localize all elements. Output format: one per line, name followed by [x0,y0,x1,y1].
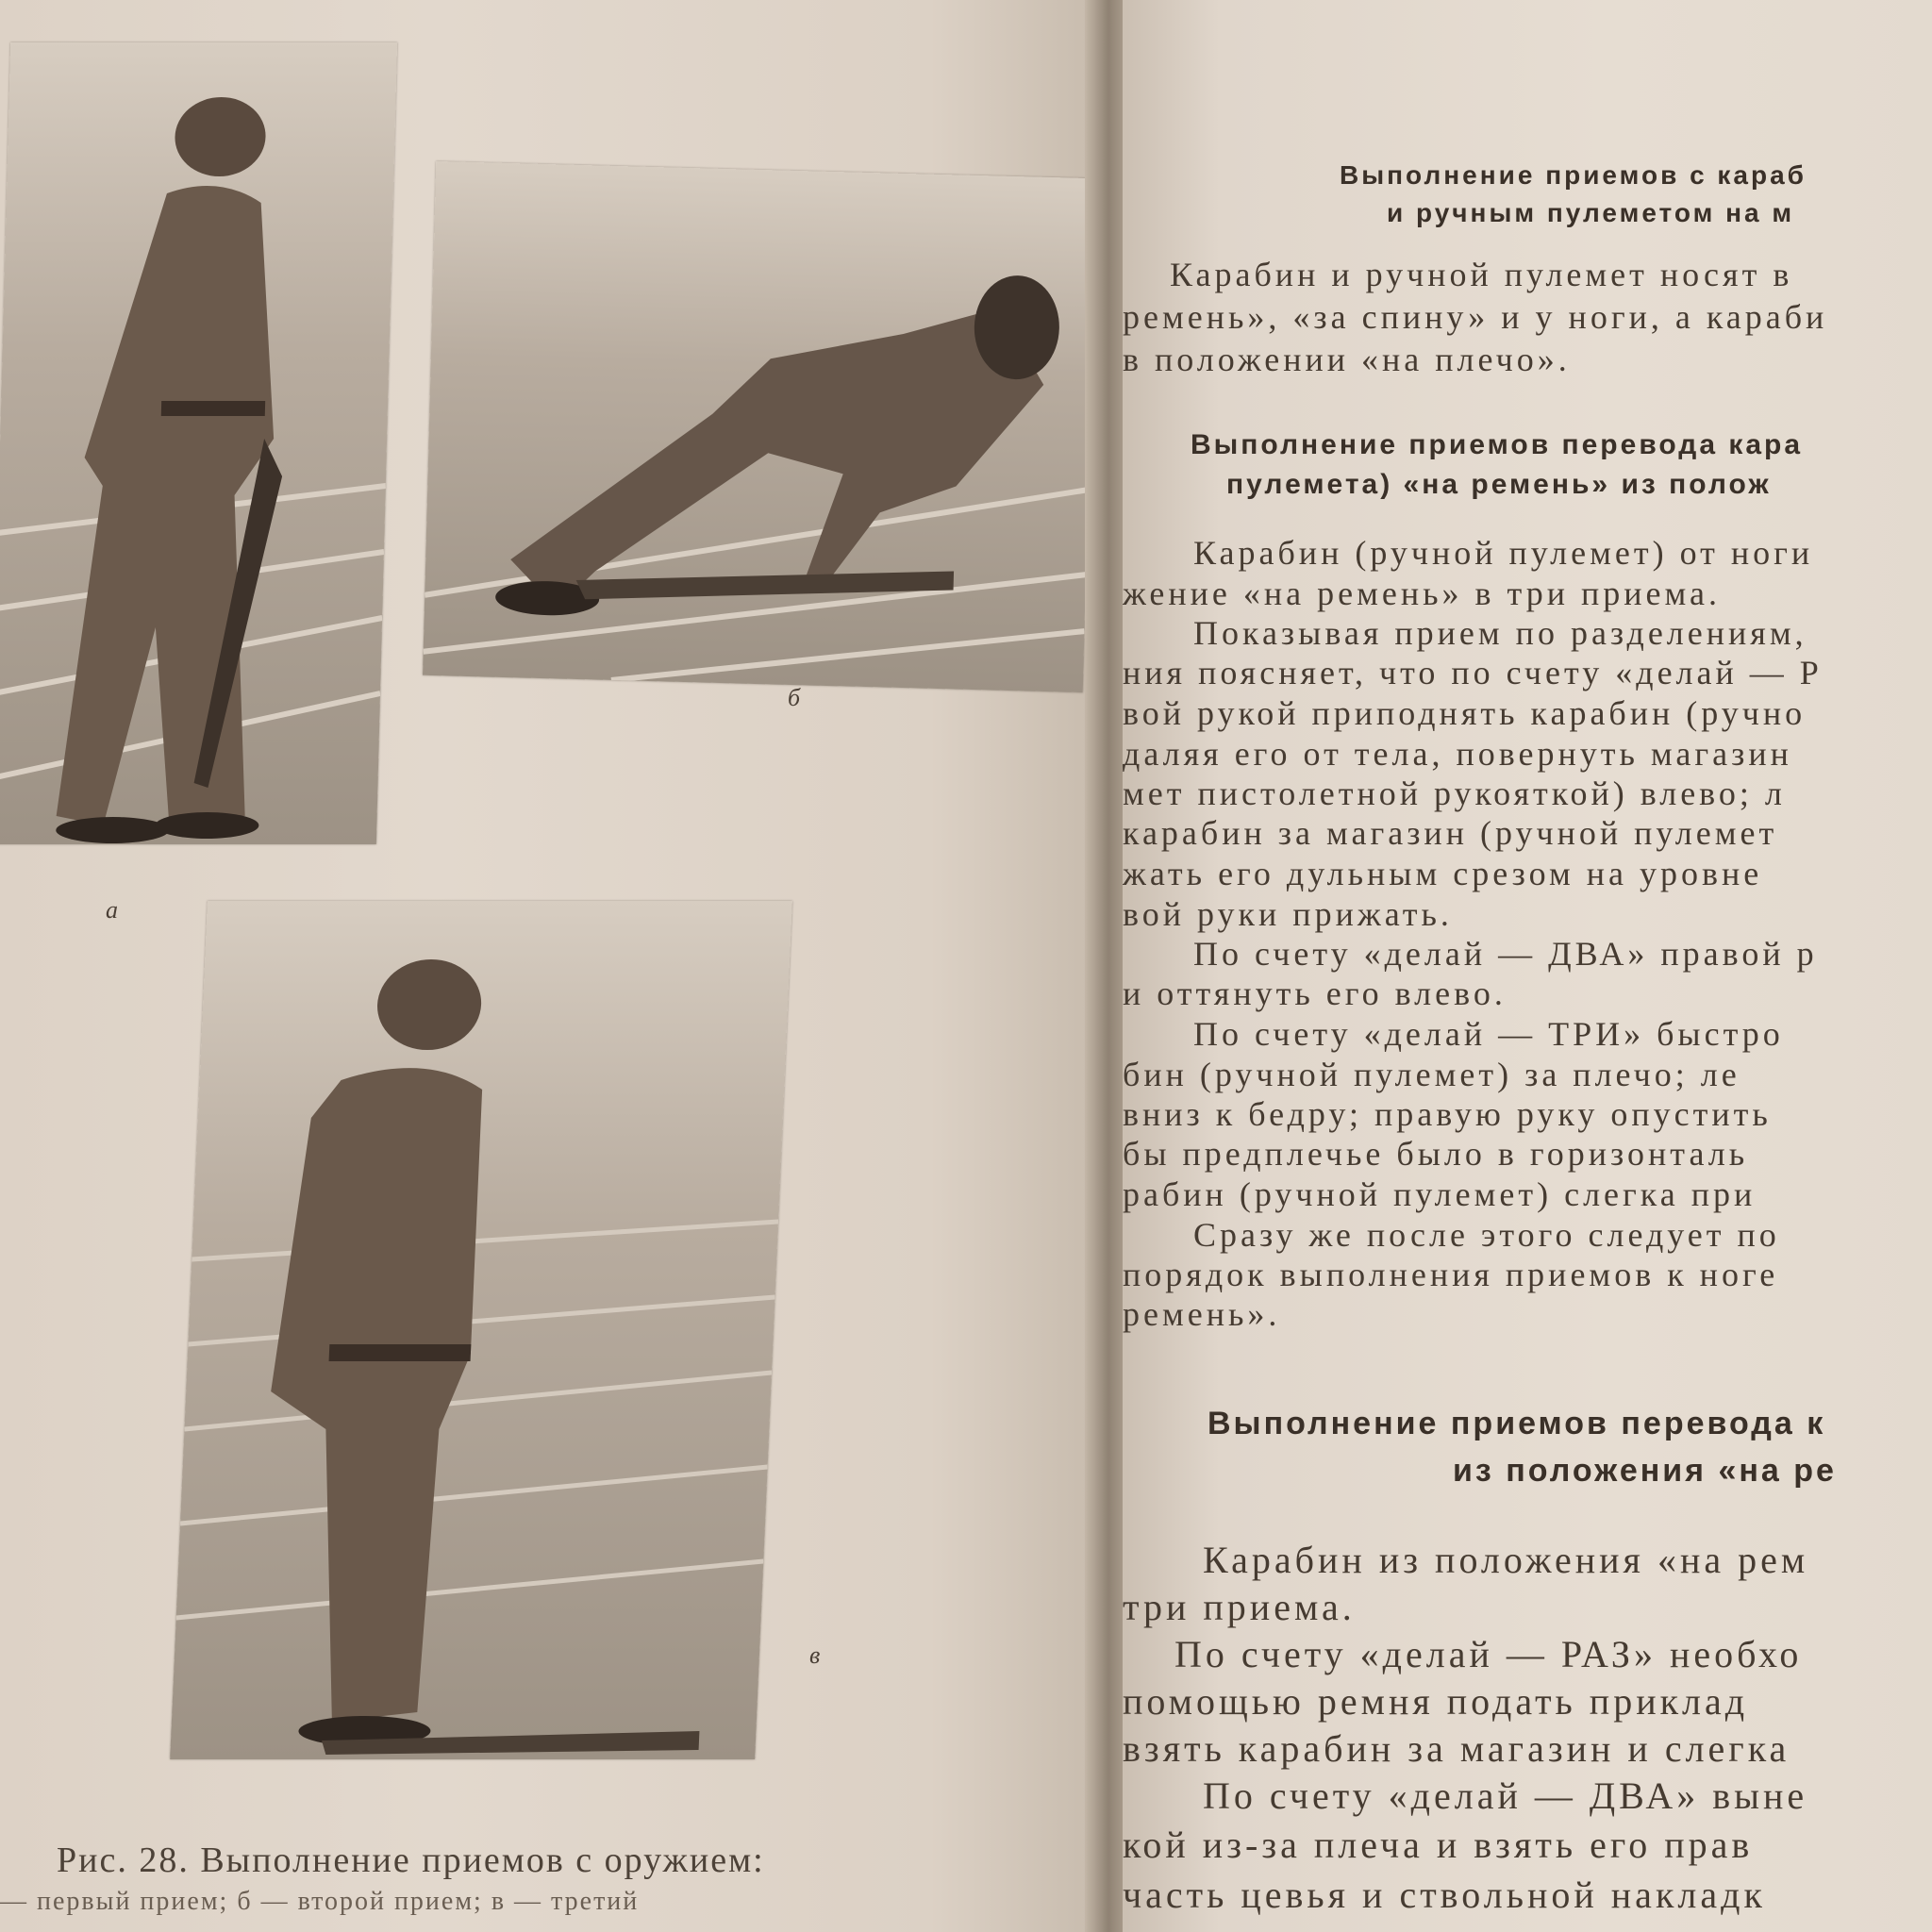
figure-label-v: в [809,1641,821,1669]
text-line: Показывая прием по разделениям, [1193,614,1807,652]
heading-3-line2: из положения «на ре [1453,1453,1837,1489]
text-line: вой руки прижать. [1123,895,1453,933]
text-line: бы предплечье было в горизонталь [1123,1135,1749,1173]
heading-1-line2: и ручным пулеметом на м [1387,198,1795,227]
text-line: мет пистолетной рукояткой) влево; л [1123,774,1786,812]
text-line: По счету «делай — ДВА» правой р [1193,935,1818,973]
photo-a [0,42,397,844]
heading-2-line1: Выполнение приемов перевода кара [1191,429,1804,460]
text-line: жение «на ремень» в три приема. [1123,575,1722,612]
text-line: ния поясняет, что по счету «делай — Р [1123,654,1823,691]
heading-3-line1: Выполнение приемов перевода к [1208,1406,1826,1441]
soldier-bending-illustration [423,161,1094,692]
text-line: взять карабин за магазин и слегка [1123,1727,1790,1770]
heading-2-line2: пулемета) «на ремень» из полож [1226,469,1772,500]
text-line: По счету «делай — ДВА» выне [1203,1774,1808,1817]
text-line: бин (ручной пулемет) за плечо; ле [1123,1056,1740,1093]
text-line: в положении «на плечо». [1123,341,1571,378]
text-line: По счету «делай — РАЗ» необхо [1174,1633,1803,1675]
text-line: даляя его от тела, повернуть магазин [1123,735,1792,773]
text-line: ремень». [1123,1295,1281,1333]
text-line: Карабин (ручной пулемет) от ноги [1193,534,1814,572]
figure-caption-line1: Рис. 28. Выполнение приемов с оружием: [57,1840,765,1880]
soldier-standing-illustration [0,42,397,844]
text-line: часть цевья и ствольной накладк [1123,1874,1766,1916]
text-line: По счету «делай — ТРИ» быстро [1193,1015,1784,1053]
soldier-weapon-ground-illustration [170,901,792,1759]
text-line: и оттянуть его влево. [1123,974,1507,1012]
figure-label-b: б [788,684,801,711]
text-line: Карабин и ручной пулемет носят в [1170,256,1793,293]
text-line: три приема. [1123,1586,1356,1628]
heading-1-line1: Выполнение приемов с караб [1340,160,1807,190]
text-line: жать его дульным срезом на уровне [1123,855,1763,892]
text-line: вой рукой приподнять карабин (ручно [1123,694,1807,732]
text-line: вниз к бедру; правую руку опустить [1123,1095,1772,1133]
text-line: карабин за магазин (ручной пулемет [1123,814,1778,852]
figure-caption-line2: — первый прием; б — второй прием; в — третий [0,1887,640,1916]
photo-v [170,901,792,1759]
text-line: помощью ремня подать приклад [1123,1680,1749,1723]
text-line: Сразу же после этого следует по [1193,1216,1780,1254]
text-line: рабин (ручной пулемет) слегка при [1123,1175,1757,1213]
text-line: ремень», «за спину» и у ноги, а караби [1123,298,1828,336]
text-line: кой из-за плеча и взять его прав [1123,1824,1754,1866]
figure-label-a: а [106,896,118,924]
figure-caption [0,1840,1066,1917]
photo-b [423,161,1094,692]
text-line: порядок выполнения приемов к ноге [1123,1256,1779,1293]
text-line: Карабин из положения «на рем [1203,1539,1809,1581]
right-page [1123,0,1932,1932]
